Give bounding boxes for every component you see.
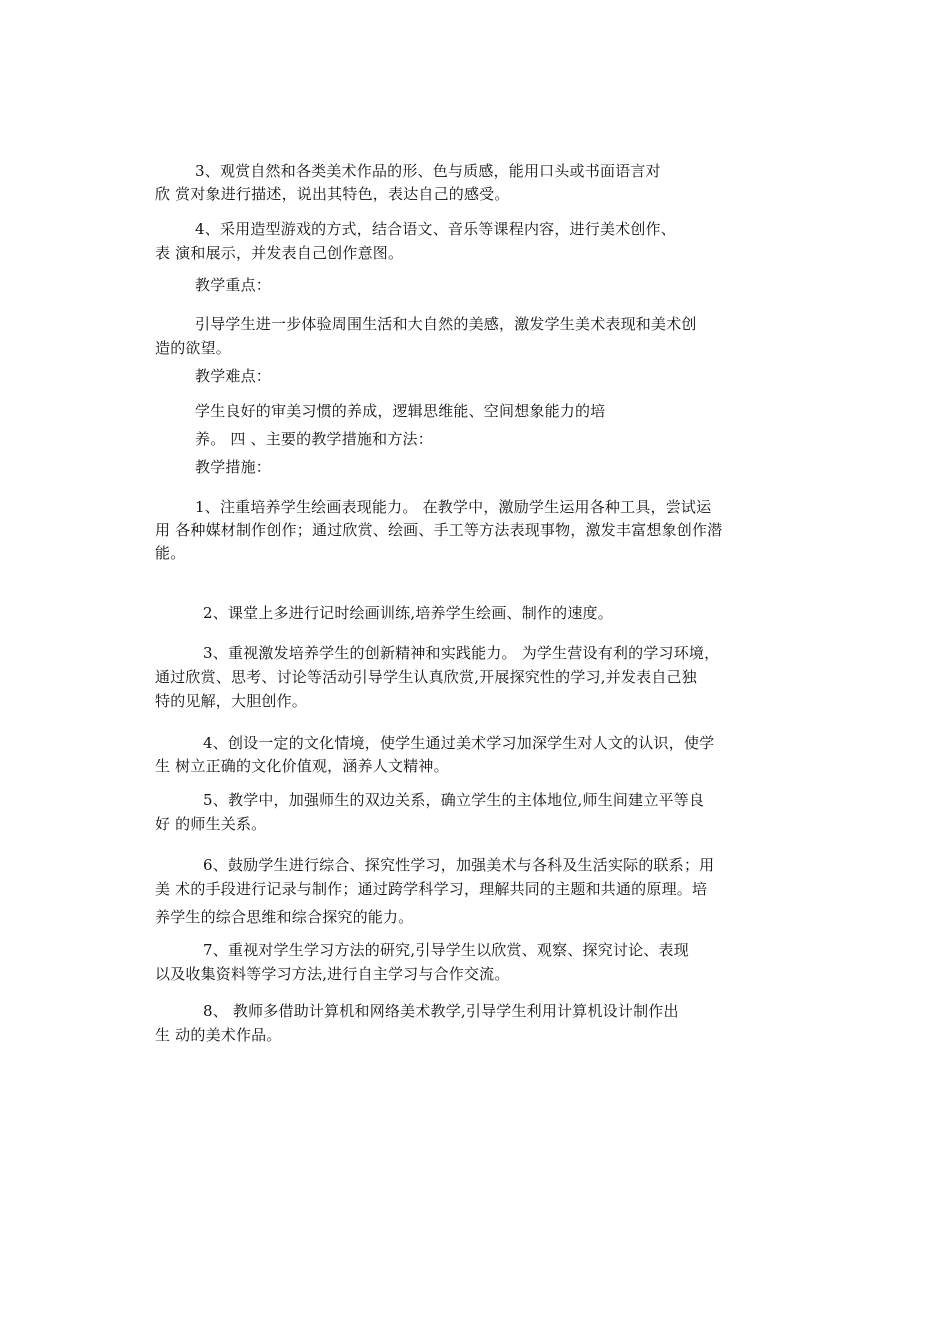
measure-6-line-2: 美 术的手段进行记录与制作；通过跨学科学习，理解共同的主题和共通的原理。培	[155, 880, 708, 898]
measure-1-line-1: 1、注重培养学生绘画表现能力。 在教学中，激励学生运用各种工具，尝试运	[195, 498, 712, 516]
measure-4-line-1: 4、创设一定的文化情境，使学生通过美术学习加深学生对人文的认识，使学	[203, 734, 715, 752]
measure-3-line-3: 特的见解，大胆创作。	[155, 692, 308, 710]
measure-6-line-3: 养学生的综合思维和综合探究的能力。	[155, 908, 414, 926]
measure-7-line-1: 7、重视对学生学习方法的研究,引导学生以欣赏、观察、探究讨论、表现	[203, 941, 689, 959]
measure-3-line-2: 通过欣赏、思考、讨论等活动引导学生认真欣赏,开展探究性的学习,并发表自己独	[155, 668, 697, 686]
measure-8-line-2: 生 动的美术作品。	[155, 1026, 282, 1044]
paragraph-4-line-2: 表 演和展示，并发表自己创作意图。	[155, 244, 404, 262]
focus-body-line-1: 引导学生进一步体验周围生活和大自然的美感，激发学生美术表现和美术创	[195, 315, 697, 333]
measure-1-line-3: 能。	[155, 544, 186, 562]
measure-7-line-2: 以及收集资料等学习方法,进行自主学习与合作交流。	[155, 965, 510, 983]
difficulty-body-line-2: 养。 四 、主要的教学措施和方法：	[195, 430, 433, 448]
focus-body-line-2: 造的欲望。	[155, 339, 232, 357]
measure-3-line-1: 3、重视激发培养学生的创新精神和实践能力。 为学生营设有利的学习环境，	[203, 644, 720, 662]
measure-4-line-2: 生 树立正确的文化价值观，涵养人文精神。	[155, 757, 449, 775]
measure-5-line-2: 好 的师生关系。	[155, 815, 267, 833]
paragraph-4-line-1: 4、采用造型游戏的方式，结合语文、音乐等课程内容，进行美术创作、	[195, 220, 676, 238]
focus-heading: 教学重点：	[195, 276, 272, 294]
measure-5-line-1: 5、教学中，加强师生的双边关系，确立学生的主体地位,师生间建立平等良	[203, 791, 705, 809]
paragraph-3-line-1: 3、观赏自然和各类美术作品的形、色与质感，能用口头或书面语言对	[195, 162, 661, 180]
paragraph-3-line-2: 欣 赏对象进行描述，说出其特色，表达自己的感受。	[155, 185, 510, 203]
measure-2-line-1: 2、课堂上多进行记时绘画训练,培养学生绘画、制作的速度。	[203, 604, 613, 622]
measure-8-line-1: 8、 教师多借助计算机和网络美术教学,引导学生利用计算机设计制作出	[203, 1002, 679, 1020]
measure-6-line-1: 6、鼓励学生进行综合、探究性学习，加强美术与各科及生活实际的联系；用	[203, 856, 715, 874]
measures-heading: 教学措施：	[195, 458, 272, 476]
difficulty-body-line-1: 学生良好的审美习惯的养成，逻辑思维能、空间想象能力的培	[195, 402, 606, 420]
difficulty-heading: 教学难点：	[195, 367, 272, 385]
measure-1-line-2: 用 各种媒材制作创作；通过欣赏、绘画、手工等方法表现事物，激发丰富想象创作潜	[155, 521, 723, 539]
